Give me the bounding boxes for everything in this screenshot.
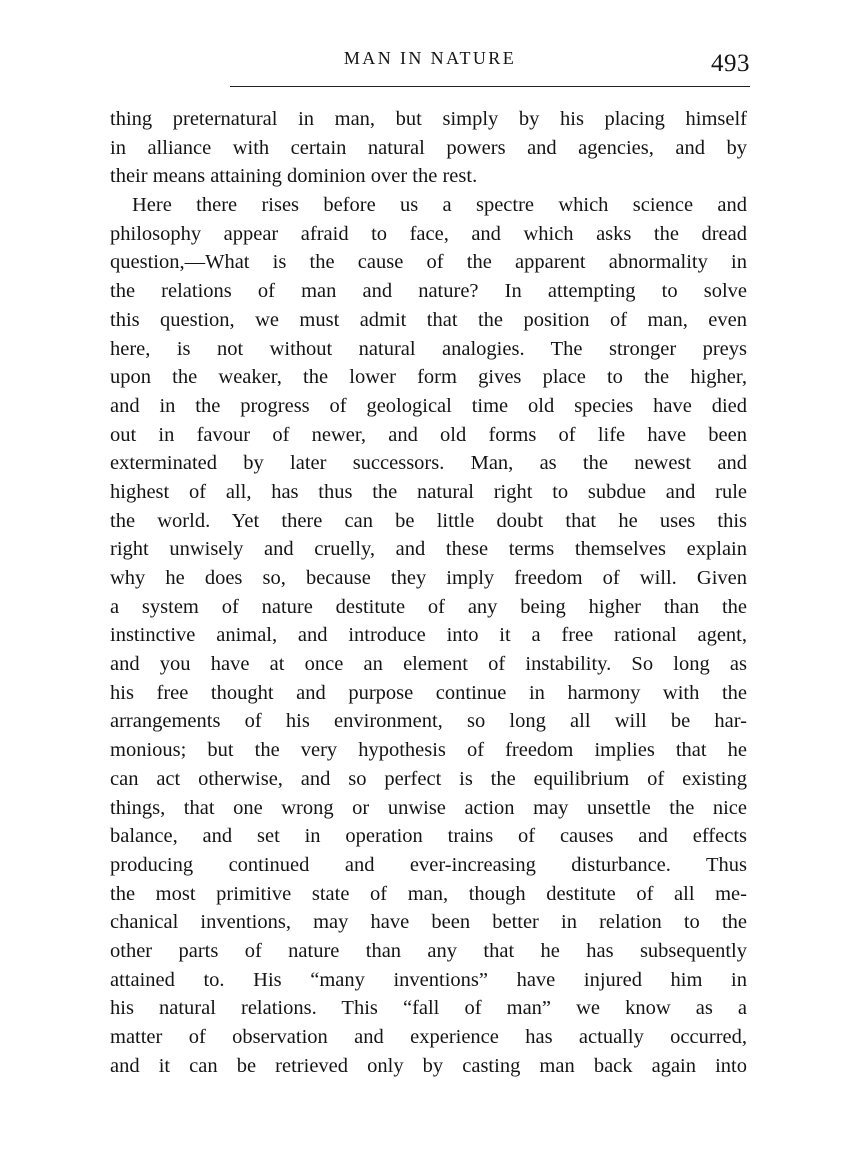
text-line: producing continued and ever-increasing disturbance. Thus xyxy=(110,853,747,876)
text-line: his natural relations. This “fall of man” we know as a xyxy=(110,997,747,1020)
text-line: out in favour of newer, and old forms of life have been xyxy=(110,423,747,446)
text-line: a system of nature destitute of any being higher than the xyxy=(110,595,747,618)
text-line: attained to. His “many inventions” have injured him in xyxy=(110,968,747,991)
text-line: arrangements of his environment, so long all will be har- xyxy=(110,710,747,733)
text-line: can act otherwise, and so perfect is the equilibrium of existing xyxy=(110,767,747,790)
text-line: this question, we must admit that the position of man, even xyxy=(110,308,747,331)
text-line: here, is not without natural analogies. The stronger preys xyxy=(110,337,747,360)
text-line: matter of observation and experience has actually occurred, xyxy=(110,1026,747,1048)
text-line: and you have at once an element of instability. So long as xyxy=(110,653,747,676)
text-line: instinctive animal, and introduce into it a free rational agent, xyxy=(110,624,747,647)
header-rule xyxy=(230,86,750,87)
text-line: the most primitive state of man, though destitute of all me- xyxy=(110,882,747,905)
text-line: in alliance with certain natural powers and agencies, and by xyxy=(110,136,747,159)
text-line: the world. Yet there can be little doubt that he uses this xyxy=(110,509,747,532)
text-line: monious; but the very hypothesis of freedom implies that he xyxy=(110,739,747,762)
text-line: chanical inventions, may have been better in relation to the xyxy=(110,911,747,934)
text-line: exterminated by later successors. Man, as the newest and xyxy=(110,452,747,475)
text-line: highest of all, has thus the natural right to subdue and rule xyxy=(110,480,747,503)
text-line: upon the weaker, the lower form gives place to the higher, xyxy=(110,366,747,389)
text-line: right unwisely and cruelly, and these terms themselves explain xyxy=(110,538,747,561)
text-line: question,—What is the cause of the apparent abnormality in xyxy=(110,251,747,274)
text-line: their means attaining dominion over the rest. xyxy=(110,165,478,188)
running-head xyxy=(110,46,750,82)
body-text xyxy=(110,105,747,1080)
text-line: the relations of man and nature? In attempting to solve xyxy=(110,280,747,303)
text-line: balance, and set in operation trains of causes and effects xyxy=(110,825,747,848)
text-line: thing preternatural in man, but simply by his placing himself xyxy=(110,108,747,130)
text-line: and it can be retrieved only by casting man back again into xyxy=(110,1054,747,1077)
text-line: things, that one wrong or unwise action may unsettle the nice xyxy=(110,796,747,819)
text-line: other parts of nature than any that he has subsequently xyxy=(110,939,747,962)
text-line: his free thought and purpose continue in harmony with the xyxy=(110,681,747,704)
running-head-title: MAN IN NATURE xyxy=(343,48,517,68)
text-line: philosophy appear afraid to face, and which asks the dread xyxy=(110,222,747,245)
text-line: why he does so, because they imply freedom of will. Given xyxy=(110,567,747,589)
page-number: 493 xyxy=(711,50,750,77)
text-line: and in the progress of geological time old species have died xyxy=(110,394,747,417)
text-line: Here there rises before us a spectre which science and xyxy=(132,194,747,217)
